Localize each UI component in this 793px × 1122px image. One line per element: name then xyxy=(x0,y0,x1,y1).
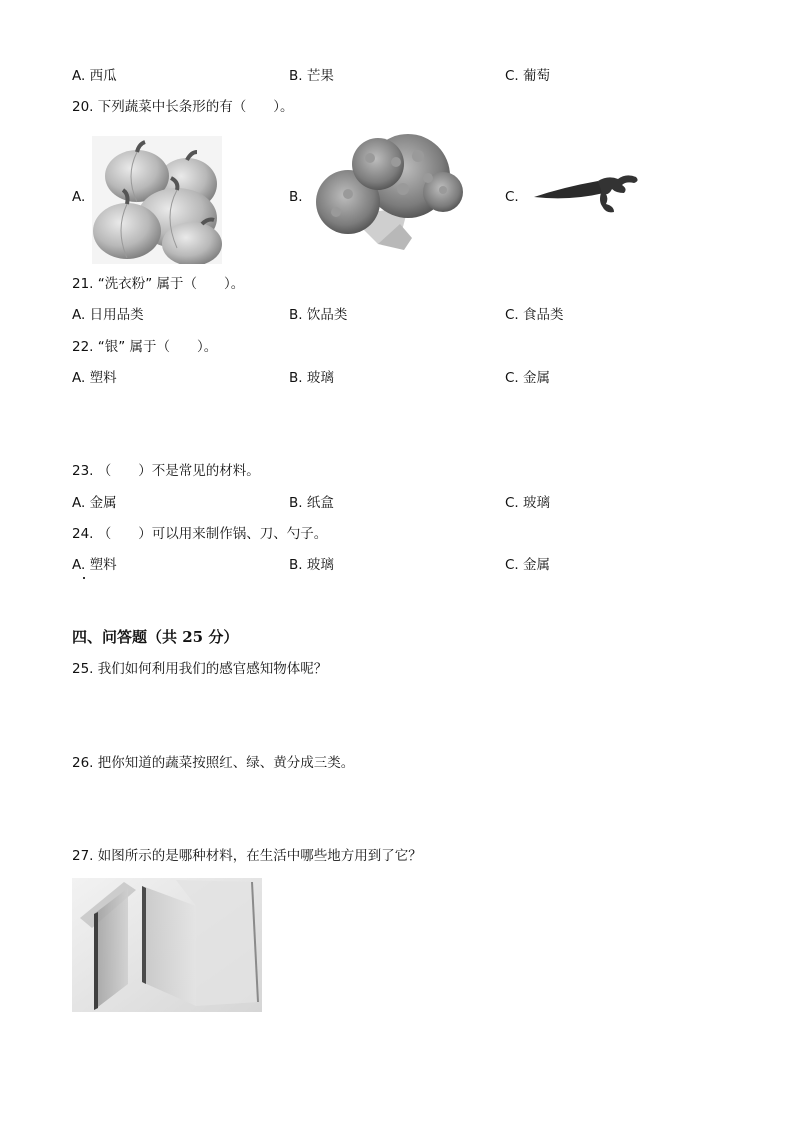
q20-stem: 20. 下列蔬菜中长条形的有（ ）。 xyxy=(72,99,294,115)
q27-stem: 27. 如图所示的是哪种材料，在生活中哪些地方用到了它？ xyxy=(72,848,422,864)
carrot-image xyxy=(532,170,644,214)
broccoli-image xyxy=(308,134,468,258)
q21-option-a: A. 日用品类 xyxy=(72,307,144,323)
q20-option-a-label: A. xyxy=(72,189,86,205)
q23-option-a: A. 金属 xyxy=(72,495,117,511)
stray-mark xyxy=(83,577,85,579)
glass-panels-image xyxy=(72,878,262,1012)
q23-option-c: C. 玻璃 xyxy=(505,495,551,511)
q20-option-c-label: C. xyxy=(505,189,519,205)
q19-option-c: C. 葡萄 xyxy=(505,68,551,84)
section-title: 四、问答题（共 25 分） xyxy=(72,628,239,646)
q24-option-c: C. 金属 xyxy=(505,557,551,573)
q24-option-b: B. 玻璃 xyxy=(289,557,334,573)
q23-stem: 23. （ ）不是常见的材料。 xyxy=(72,463,260,479)
q21-option-b: B. 饮品类 xyxy=(289,307,348,323)
q24-stem: 24. （ ）可以用来制作锅、刀、勺子。 xyxy=(72,526,328,542)
q21-stem: 21. “洗衣粉” 属于（ ）。 xyxy=(72,276,245,292)
q22-option-c: C. 金属 xyxy=(505,370,551,386)
q24-option-a: A. 塑料 xyxy=(72,557,117,573)
q19-option-a: A. 西瓜 xyxy=(72,68,117,84)
q22-option-a: A. 塑料 xyxy=(72,370,117,386)
q23-option-b: B. 纸盒 xyxy=(289,495,334,511)
q21-option-c: C. 食品类 xyxy=(505,307,564,323)
q22-option-b: B. 玻璃 xyxy=(289,370,334,386)
q25-stem: 25. 我们如何利用我们的感官感知物体呢？ xyxy=(72,661,328,677)
q19-option-b: B. 芒果 xyxy=(289,68,334,84)
pumpkins-image xyxy=(92,136,222,264)
q20-option-b-label: B. xyxy=(289,189,303,205)
q26-stem: 26. 把你知道的蔬菜按照红、绿、黄分成三类。 xyxy=(72,755,355,771)
q22-stem: 22. “银” 属于（ ）。 xyxy=(72,339,218,355)
